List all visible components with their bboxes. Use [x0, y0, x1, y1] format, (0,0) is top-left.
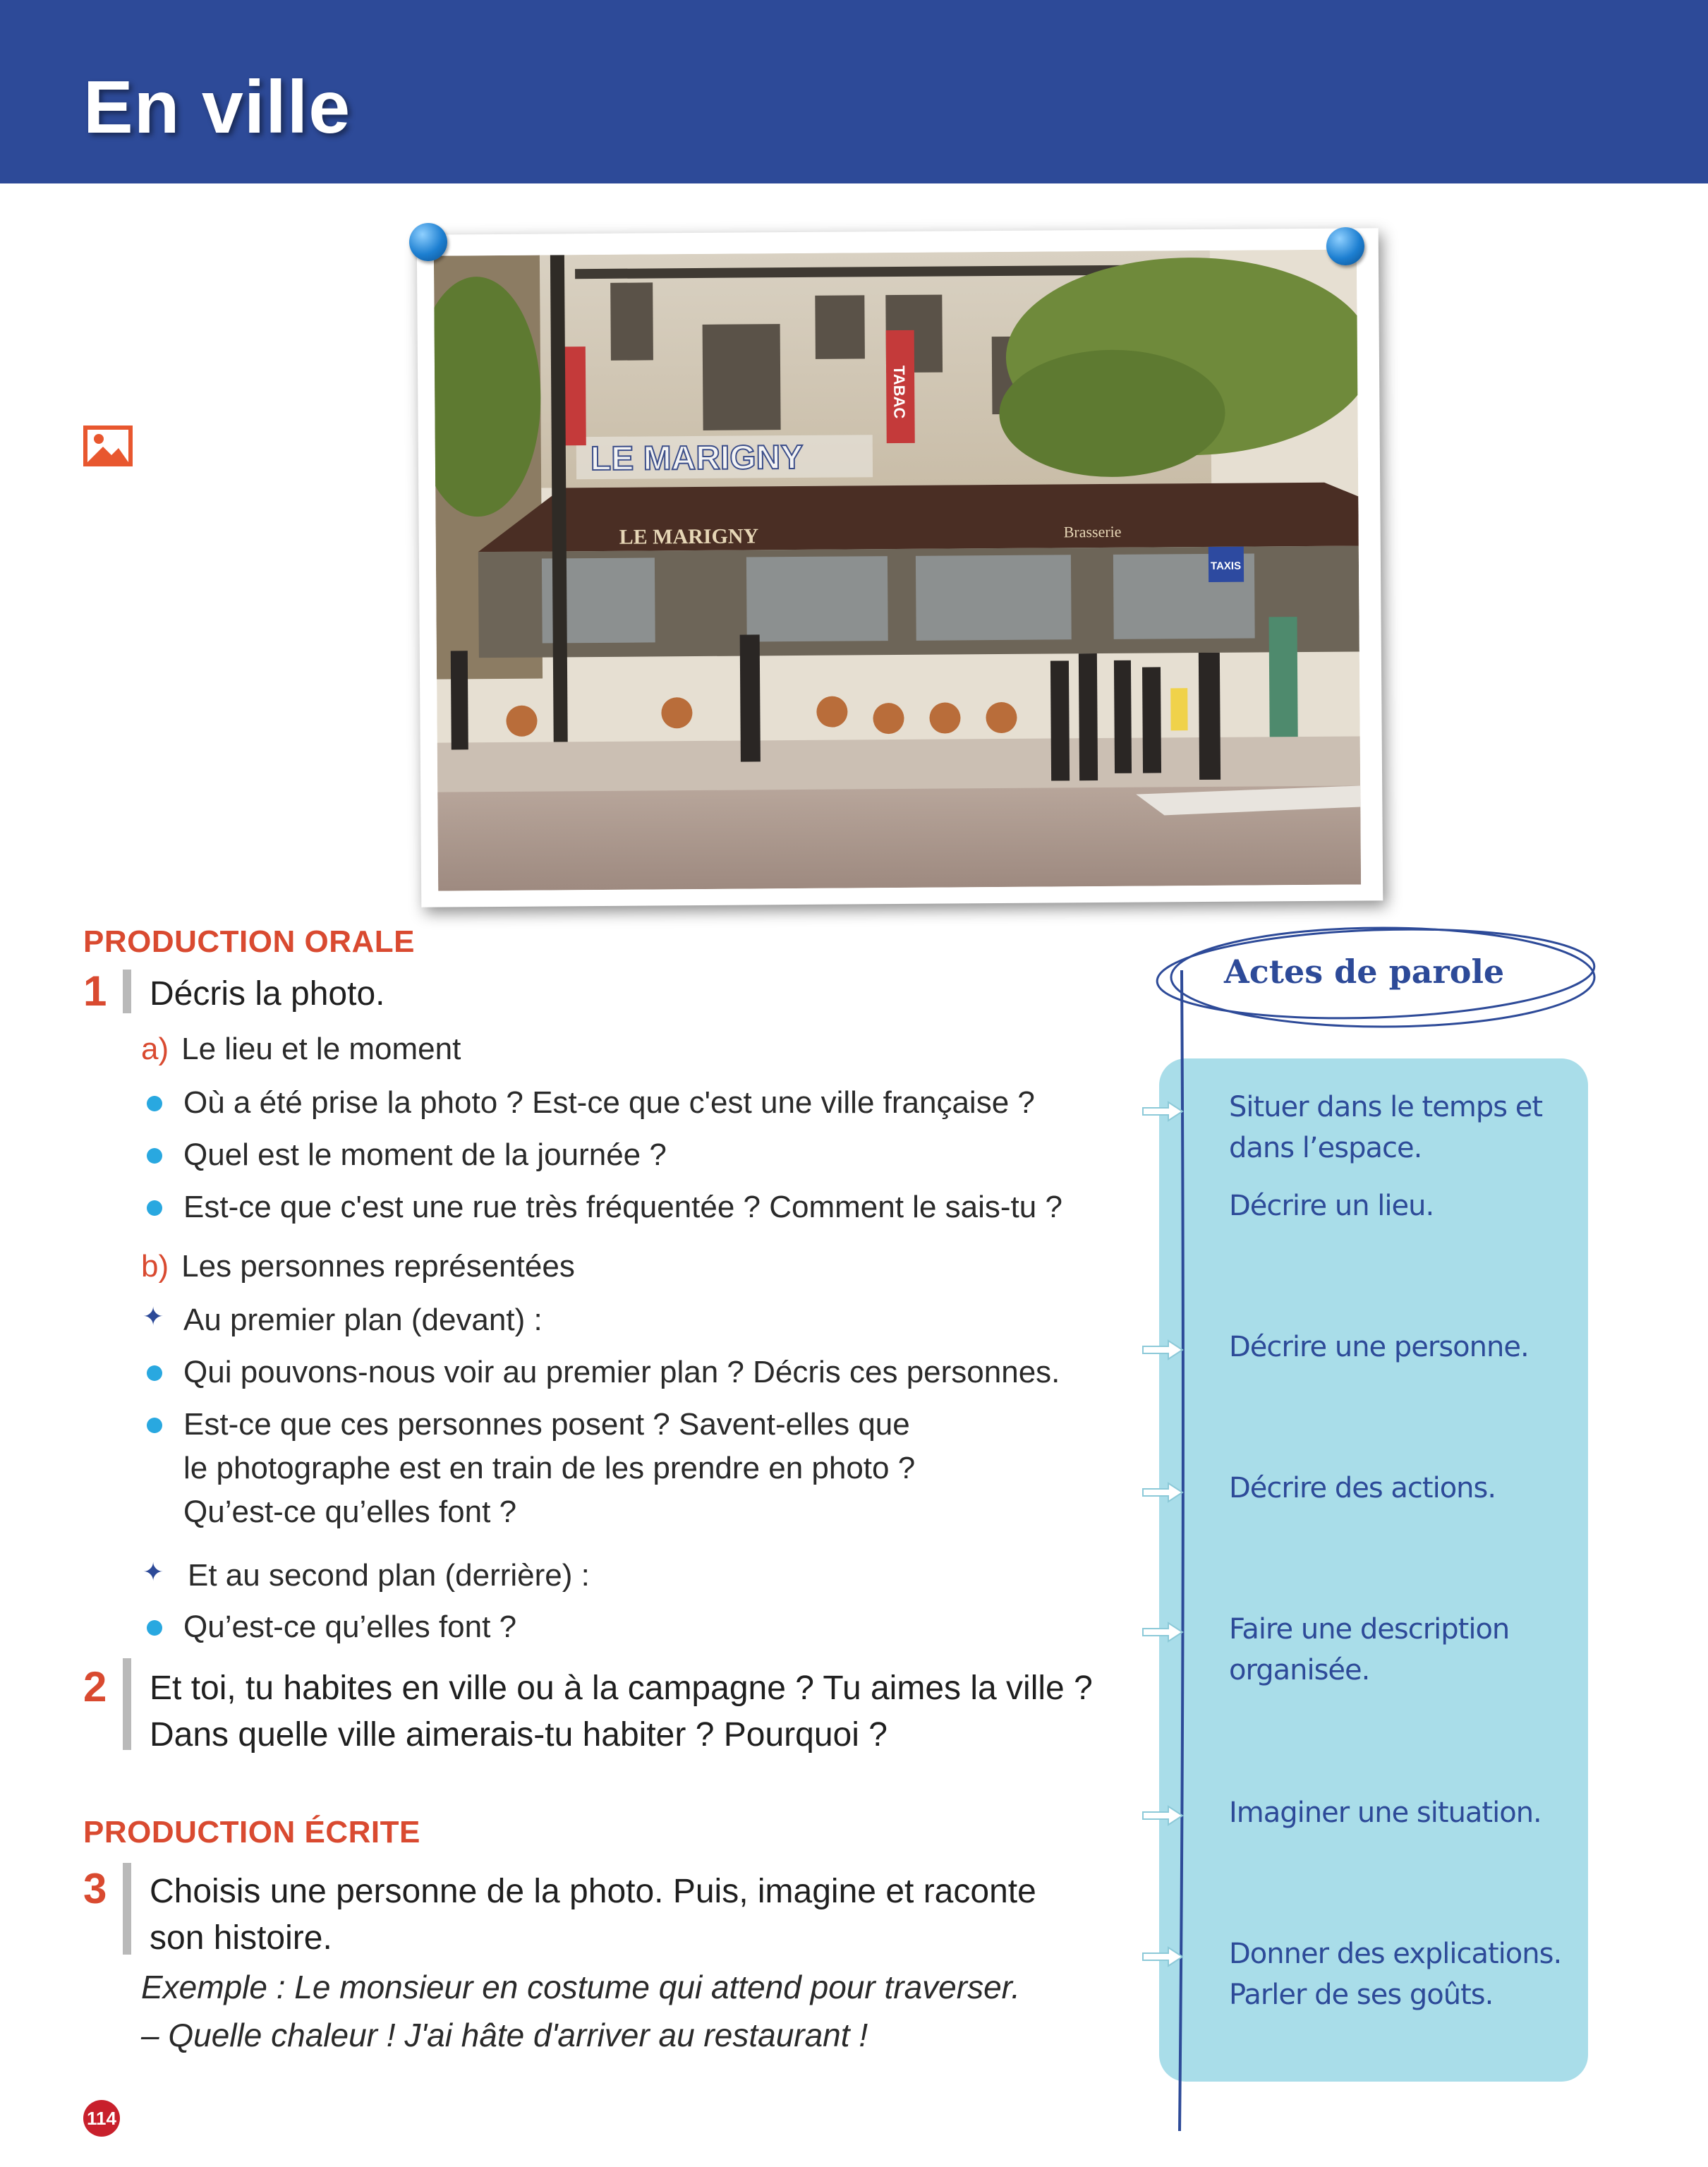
question-number-1: 1: [83, 967, 107, 1015]
arrow-right-icon: [1141, 1101, 1184, 1122]
question-bar: [123, 970, 131, 1013]
part-a-label: Le lieu et le moment: [181, 1032, 461, 1066]
sign-tabac: TABAC: [890, 365, 909, 419]
push-pin-icon: [1326, 227, 1364, 265]
first-plan-label: Au premier plan (devant) :: [183, 1303, 543, 1337]
section-production-orale: PRODUCTION ORALE: [83, 924, 415, 959]
acte-item-continued: Parler de ses goûts.: [1229, 1979, 1494, 2011]
acte-item: Situer dans le temps et: [1229, 1091, 1543, 1123]
acte-item-continued: dans l’espace.: [1229, 1132, 1422, 1164]
bullet-icon: [147, 1365, 162, 1381]
actes-de-parole-title: Actes de parole: [1224, 953, 1505, 991]
bullet-icon: [147, 1200, 162, 1216]
arrow-right-icon: [1141, 1805, 1184, 1826]
bullet-icon: [147, 1620, 162, 1636]
list-item: Qui pouvons-nous voir au premier plan ? Décris ces personnes.: [183, 1355, 1060, 1389]
acte-item: Donner des explications.: [1229, 1938, 1562, 1970]
sign-le-marigny: LE MARIGNY: [590, 438, 804, 478]
section-production-ecrite: PRODUCTION ÉCRITE: [83, 1815, 420, 1849]
question-3-line-1: Choisis une personne de la photo. Puis, imagine et raconte: [150, 1873, 1036, 1910]
push-pin-icon: [409, 223, 447, 261]
bullet-icon: [147, 1418, 162, 1433]
second-plan-label: Et au second plan (derrière) :: [188, 1558, 590, 1593]
page-title: En ville: [83, 66, 351, 149]
question-1-text: Décris la photo.: [150, 975, 385, 1013]
part-b-label: Les personnes représentées: [181, 1249, 575, 1284]
question-2-line-1: Et toi, tu habites en ville ou à la campagne ? Tu aimes la ville ?: [150, 1670, 1093, 1707]
list-item: Est-ce que ces personnes posent ? Savent-elles que: [183, 1407, 910, 1442]
photo-frame: [417, 228, 1383, 907]
acte-item: Imaginer une situation.: [1229, 1797, 1542, 1829]
question-2-line-2: Dans quelle ville aimerais-tu habiter ? Pourquoi ?: [150, 1716, 888, 1753]
arrow-right-icon: [1141, 1482, 1184, 1503]
list-item-continued: le photographe est en train de les prendre en photo ?: [183, 1451, 916, 1485]
star-bullet-icon: ✦: [143, 1303, 164, 1332]
star-bullet-icon: ✦: [143, 1558, 164, 1587]
list-item: Est-ce que c'est une rue très fréquentée ? Comment le sais-tu ?: [183, 1190, 1062, 1224]
arrow-right-icon: [1141, 1946, 1184, 1967]
part-a: [141, 1032, 461, 1067]
part-a-letter: a): [141, 1032, 169, 1066]
example-line-2: – Quelle chaleur ! J'ai hâte d'arriver au restaurant !: [141, 2017, 868, 2053]
bullet-icon: [147, 1096, 162, 1111]
question-number-3: 3: [83, 1865, 107, 1912]
part-b: [141, 1249, 575, 1284]
sign-brasserie: Brasserie: [1063, 522, 1122, 541]
acte-item: Décrire une personne.: [1229, 1331, 1529, 1363]
sign-awning: LE MARIGNY: [619, 524, 759, 549]
list-item: Qu’est-ce qu’elles font ?: [183, 1610, 517, 1644]
example-line-1: Exemple : Le monsieur en costume qui attend pour traverser.: [141, 1969, 1021, 2005]
list-item: Quel est le moment de la journée ?: [183, 1137, 667, 1172]
arrow-right-icon: [1141, 1622, 1184, 1643]
question-number-2: 2: [83, 1663, 107, 1710]
image-icon: [83, 425, 133, 466]
page-number: 114: [83, 2100, 120, 2137]
bullet-icon: [147, 1148, 162, 1164]
question-bar: [123, 1863, 131, 1955]
question-bar: [123, 1658, 131, 1750]
arrow-right-icon: [1141, 1339, 1184, 1360]
part-b-letter: b): [141, 1249, 169, 1284]
acte-item: Décrire un lieu.: [1229, 1190, 1434, 1222]
header-banner: [0, 0, 1708, 183]
list-item-continued: Qu’est-ce qu’elles font ?: [183, 1495, 517, 1529]
acte-item-continued: organisée.: [1229, 1654, 1370, 1686]
question-3-line-2: son histoire.: [150, 1919, 332, 1957]
sign-taxis: TAXIS: [1210, 560, 1242, 572]
list-item: Où a été prise la photo ? Est-ce que c'est une ville française ?: [183, 1085, 1035, 1120]
street-photo: [434, 249, 1361, 891]
acte-item: Faire une description: [1229, 1613, 1510, 1646]
acte-item: Décrire des actions.: [1229, 1472, 1496, 1504]
